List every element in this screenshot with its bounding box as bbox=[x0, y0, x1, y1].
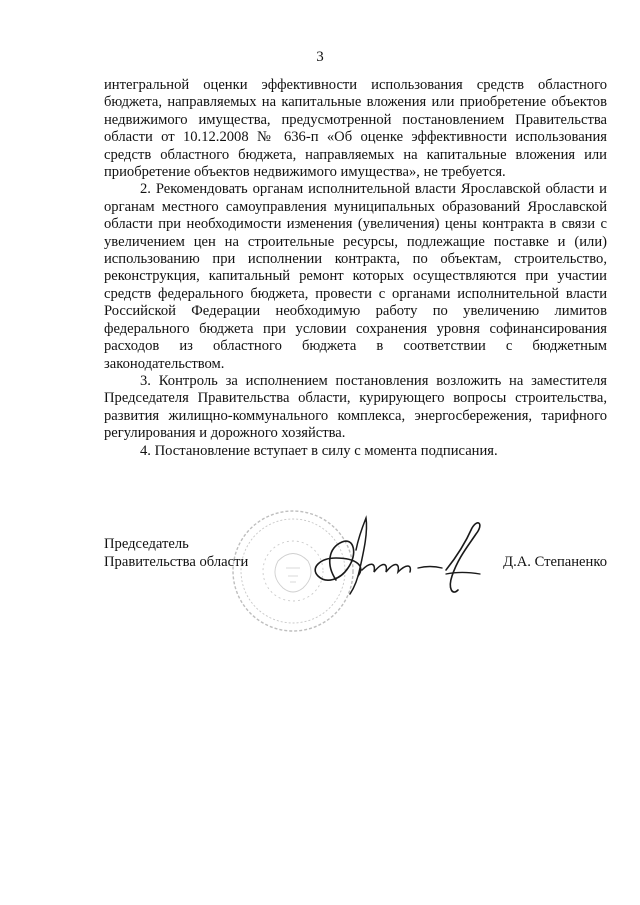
document-body bbox=[104, 77, 607, 460]
paragraph-3-control: 3. Контроль за исполнением постановления возложить на заместителя Председателя Правительства области, курирующего вопросы строительства, развития жилищно-коммунального комплекса, энергосбережения, тарифного регулирования и дорожного хозяйства. bbox=[104, 372, 607, 442]
signer-position-line-2: Правительства области bbox=[104, 554, 249, 570]
paragraph-4-effective-date: 4. Постановление вступает в силу с момента подписания. bbox=[140, 442, 498, 459]
page-number: 3 bbox=[316, 49, 324, 65]
signature-block bbox=[104, 536, 607, 616]
signer-name: Д.А. Степаненко bbox=[503, 554, 607, 570]
paragraph-1-continuation: интегральной оценки эффективности использования средств областного бюджета, направляемых на капитальные вложения или приобретение объектов недвижимого имущества, предусмотренной постановлением Правительства области от 10.12.2008 № 636-п «Об оценке эффективности использования средств областного бюджета, направляемых на капитальные вложения или приобретение объектов недвижимого имущества», не требуется. bbox=[104, 77, 607, 181]
signer-position-line-1: Председатель bbox=[104, 536, 189, 552]
paragraph-2-recommendation: 2. Рекомендовать органам исполнительной власти Ярославской области и органам местного самоуправления муниципальных образований Ярославской области при необходимости изменения (увеличения) цены контракта в связи с увеличением цен на строительные ресурсы, подлежащие поставке и (или) использованию при исполнении контракта, по объектам, строительство, реконструкция, капитальный ремонт которых осуществляются при участии средств федерального бюджета, провести с органами исполнительной власти Российской Федерации необходимую работу по увеличению лимитов федерального бюджета при условии сохранения уровня софинансирования расходов из областного бюджета в соответствии с бюджетным законодательством. bbox=[104, 181, 607, 372]
